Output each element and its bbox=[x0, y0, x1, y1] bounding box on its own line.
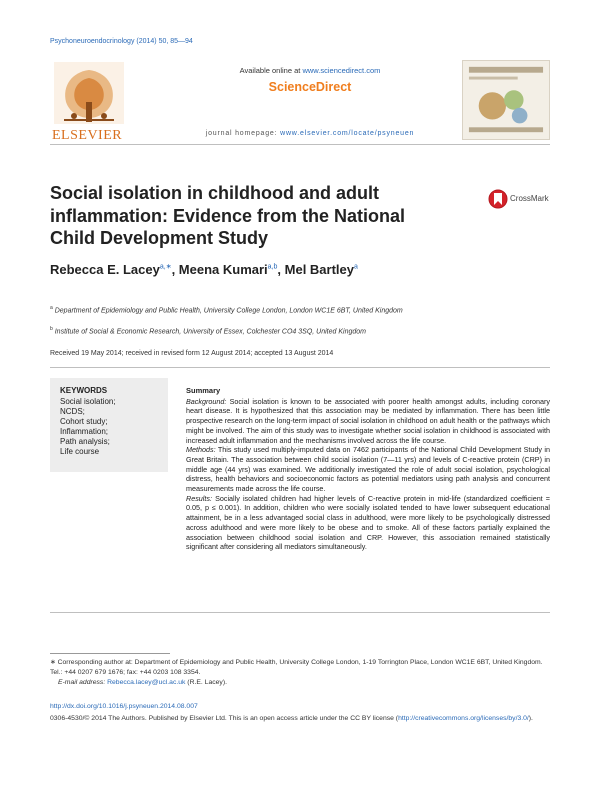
affiliation-text: Institute of Social & Economic Research, University of Essex, Colchester CO4 3SQ, United Kingdom bbox=[54, 328, 366, 336]
abstract bbox=[186, 386, 550, 552]
author-separator: , bbox=[277, 262, 285, 277]
journal-cover-icon[interactable] bbox=[462, 60, 550, 140]
license-suffix: ). bbox=[528, 715, 533, 722]
affiliation-mark: a bbox=[50, 305, 53, 311]
author-name[interactable]: Meena Kumari bbox=[178, 262, 268, 277]
email-link[interactable]: Rebecca.lacey@ucl.ac.uk bbox=[107, 679, 186, 686]
author-name[interactable]: Mel Bartley bbox=[284, 262, 355, 277]
footnote-rule bbox=[50, 653, 170, 654]
crossmark-badge[interactable] bbox=[488, 188, 548, 210]
divider bbox=[50, 367, 550, 368]
author-list bbox=[50, 262, 358, 277]
section-label: Results: bbox=[186, 493, 212, 503]
affiliation-text: Department of Epidemiology and Public Health, University College London, London WC1E 6BT, United Kingdom bbox=[54, 307, 403, 315]
homepage-link[interactable]: www.elsevier.com/locate/psyneuen bbox=[280, 130, 415, 137]
doi-link[interactable]: http://dx.doi.org/10.1016/j.psyneuen.2014.08.007 bbox=[50, 703, 198, 710]
publisher-name: ELSEVIER bbox=[52, 128, 123, 143]
abstract-section-methods bbox=[186, 445, 550, 494]
author-affiliation-mark[interactable]: a bbox=[354, 263, 358, 271]
affiliation-mark: b bbox=[50, 326, 53, 332]
sciencedirect-logo[interactable]: ScienceDirect bbox=[268, 80, 352, 94]
crossmark-label: CrossMark bbox=[510, 194, 549, 203]
abstract-section-background bbox=[186, 397, 550, 446]
article-history: Received 19 May 2014; received in revised form 12 August 2014; accepted 13 August 2014 bbox=[50, 350, 334, 357]
email-label: E-mail address: bbox=[58, 679, 108, 686]
available-prefix: Available online at bbox=[239, 66, 303, 75]
section-text: Social isolation is known to be associated with poorer health amongst adults, including coronary heart disease. It is hypothesized that this association may be mediated by inflammation. There has been little prospective research on the long-term impact of social isolation in childhood on adult health or the pathways which might be involved. The aim of this study was to investigate whether social isolation in childhood is associated with increased adult inflammation and the mechanisms involved across the life course. bbox=[186, 396, 550, 445]
keyword-item: Life course bbox=[60, 447, 100, 456]
email-line bbox=[50, 678, 550, 688]
keywords-title: KEYWORDS bbox=[60, 386, 108, 395]
keyword-item: Cohort study; bbox=[60, 417, 108, 426]
keyword-item: Inflammation; bbox=[60, 427, 109, 436]
section-text: This study used multiply-imputed data on 7462 participants of the National Child Development Study in Great Britain. The association between child social isolation (7—11 yrs) and levels of C-reactive protein (CRP) in middle age (44 yrs) was examined. We additionally investigated the role of adult social isolation, psychological distress, health behaviors and socioeconomic factors as potential mediators using path analysis and concurrent measurements made across the life course. bbox=[186, 445, 550, 494]
sciencedirect-link[interactable]: www.sciencedirect.com bbox=[302, 66, 381, 75]
license-link[interactable]: http://creativecommons.org/licenses/by/3.0/ bbox=[398, 715, 529, 722]
license-statement bbox=[50, 714, 550, 724]
keyword-item: Social isolation; bbox=[60, 397, 116, 406]
abstract-heading: Summary bbox=[186, 386, 221, 395]
homepage-label: journal homepage: bbox=[205, 130, 281, 137]
author-name[interactable]: Rebecca E. Lacey bbox=[50, 262, 160, 277]
corresponding-text: ∗ Corresponding author at: Department of Epidemiology and Public Health, University College London, 1-19 Torrington Place, London WC1E 6BT, United Kingdom. Tel.: +44 0207 679 1676; fax: +44 0203 108 3354. bbox=[50, 659, 543, 676]
divider bbox=[50, 612, 550, 613]
affiliation bbox=[50, 324, 520, 338]
journal-homepage bbox=[170, 130, 450, 137]
keyword-item: NCDS; bbox=[60, 407, 85, 416]
license-text: 0306-4530/© 2014 The Authors. Published by Elsevier Ltd. This is an open access article under the CC BY license ( bbox=[50, 715, 399, 722]
corresponding-author-note bbox=[50, 658, 550, 688]
author-separator: , bbox=[171, 262, 179, 277]
author-affiliation-mark[interactable]: a,b bbox=[267, 263, 278, 271]
journal-citation[interactable]: Psychoneuroendocrinology (2014) 50, 85—94 bbox=[50, 38, 193, 45]
crossmark-icon bbox=[488, 188, 508, 210]
abstract-section-results bbox=[186, 494, 550, 552]
keywords-box bbox=[50, 378, 168, 472]
email-suffix: (R.E. Lacey). bbox=[185, 679, 227, 686]
author-affiliation-mark[interactable]: a,∗ bbox=[159, 263, 172, 271]
affiliation bbox=[50, 303, 520, 317]
article-title: Social isolation in childhood and adult inflammation: Evidence from the National Child Development Study bbox=[50, 183, 406, 248]
section-text: Socially isolated children had higher levels of C-reactive protein in mid-life (standardized coefficient = 0.05, p ≤ 0.001). In addition, children who were socially isolated tended to have lower subsequent educational attainment, be in a less advantaged social class in adulthood, were more likely to be psychologically distressed across adulthood and were more likely to be obese and to smoke. All of these factors partially explained the association between childhood social isolation and CRP. However, this association remained statistically significant after considering all mediators simultaneously. bbox=[186, 493, 550, 552]
section-label: Background: bbox=[186, 396, 227, 406]
section-label: Methods: bbox=[186, 445, 216, 455]
keyword-item: Path analysis; bbox=[60, 437, 110, 446]
available-online bbox=[170, 66, 450, 75]
